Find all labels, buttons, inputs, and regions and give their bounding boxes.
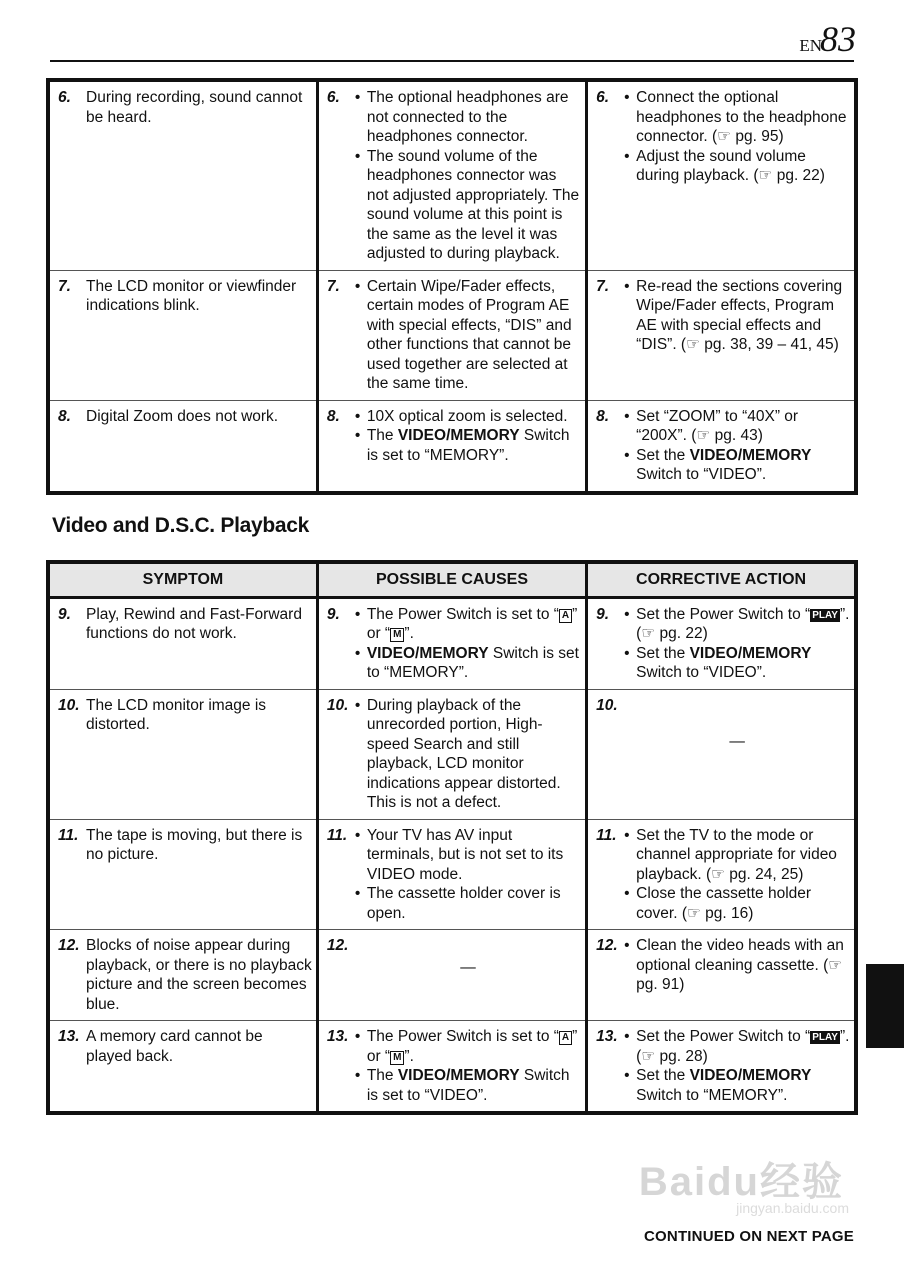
symptom-text: A memory card cannot be played back.: [86, 1028, 263, 1065]
symptom-text: Digital Zoom does not work.: [86, 407, 279, 425]
no-action-dash: —: [729, 732, 745, 750]
watermark-url: jingyan.baidu.com: [736, 1200, 849, 1216]
list-item: • The sound volume of the headphones connector was not adjusted appropriately. The sound volume at this point is the same as the level it was adjusted to during playback.: [355, 147, 581, 264]
list-item: • The optional headphones are not connected to the headphones connector.: [355, 88, 581, 147]
row-number: 11.: [58, 826, 79, 844]
list-item: • Adjust the sound volume during playback. (☞ pg. 22): [624, 147, 850, 186]
row-number: 11.: [596, 826, 617, 844]
table-row: [48, 80, 856, 270]
table-row: [48, 400, 856, 493]
row-number: 12.: [326, 937, 349, 954]
actions-list: [624, 277, 850, 355]
header-actions: CORRECTIVE ACTION: [587, 562, 856, 597]
auto-mode-icon: A: [559, 1031, 572, 1045]
list-item: • Re-read the sections covering Wipe/Fader effects, Program AE with special effects and “DIS”. (☞ pg. 38, 39 – 41, 45): [624, 277, 850, 355]
row-number: 13.: [58, 1028, 80, 1045]
table-header-row: [48, 562, 856, 597]
row-number: 9.: [326, 605, 340, 623]
row-number: 10.: [58, 696, 80, 714]
row-number: 6.: [58, 89, 71, 106]
row-number: 7.: [596, 277, 610, 295]
row-number: 9.: [596, 605, 610, 623]
row-number: 8.: [596, 407, 610, 425]
causes-list: [355, 696, 581, 813]
language-label: EN: [799, 36, 822, 55]
symptom-text: The LCD monitor image is distorted.: [86, 696, 267, 733]
actions-list: [624, 407, 850, 485]
row-number: 12.: [58, 937, 80, 954]
list-item: • 10X optical zoom is selected.: [355, 407, 581, 427]
causes-list: [355, 605, 581, 683]
list-item: • The VIDEO/MEMORY Switch is set to “VIDEO”.: [355, 1066, 581, 1105]
list-item: • Set the VIDEO/MEMORY Switch to “VIDEO”.: [624, 644, 850, 683]
table-row: [48, 819, 856, 930]
list-item: • During playback of the unrecorded portion, High-speed Search and still playback, LCD monitor indications appear distorted. This is not a defect.: [355, 696, 581, 813]
symptom-text: The LCD monitor or viewfinder indications blink.: [86, 277, 297, 314]
list-item: • The cassette holder cover is open.: [355, 884, 581, 923]
actions-list: [624, 1027, 850, 1105]
no-cause-dash: —: [460, 959, 476, 976]
table-row: [48, 689, 856, 819]
row-number: 7.: [58, 277, 71, 295]
header-symptom: SYMPTOM: [48, 562, 317, 597]
page-number: 83: [820, 19, 856, 59]
list-item: • Set the Power Switch to “ PLAY ”. (☞ pg. 28): [624, 1027, 850, 1066]
table-row: [48, 930, 856, 1021]
row-number: 11.: [326, 826, 348, 844]
row-number: 12.: [596, 937, 618, 954]
actions-list: [624, 88, 850, 186]
actions-list: [624, 936, 850, 995]
row-number: 9.: [58, 605, 71, 623]
list-item: • The VIDEO/MEMORY Switch is set to “MEMORY”.: [355, 426, 581, 465]
table-row: [48, 1021, 856, 1114]
row-number: 10.: [596, 696, 618, 714]
manual-mode-icon: M: [390, 1051, 404, 1065]
list-item: • Set “ZOOM” to “40X” or “200X”. (☞ pg. 43): [624, 407, 850, 446]
symptom-text: Blocks of noise appear during playback, or there is no playback picture and the screen becomes blue.: [86, 937, 312, 1013]
actions-list: [624, 605, 850, 683]
auto-mode-icon: A: [559, 609, 572, 623]
list-item: • Set the Power Switch to “ PLAY ”. (☞ pg. 22): [624, 605, 850, 644]
page-header: [0, 0, 904, 80]
continued-label: CONTINUED ON NEXT PAGE: [644, 1228, 854, 1245]
row-number: 6.: [596, 89, 610, 106]
row-number: 10.: [326, 696, 349, 714]
list-item: • Set the VIDEO/MEMORY Switch to “MEMORY”.: [624, 1066, 850, 1105]
header-causes: POSSIBLE CAUSES: [317, 562, 586, 597]
row-number: 13.: [596, 1028, 618, 1045]
table-row: [48, 270, 856, 400]
causes-list: [355, 88, 581, 264]
manual-mode-icon: M: [390, 628, 404, 642]
list-item: • Connect the optional headphones to the headphone connector. (☞ pg. 95): [624, 88, 850, 147]
list-item: • Your TV has AV input terminals, but is not set to its VIDEO mode.: [355, 826, 581, 885]
symptom-text: The tape is moving, but there is no picture.: [86, 826, 303, 863]
header-rule: [50, 60, 854, 62]
list-item: • Set the VIDEO/MEMORY Switch to “VIDEO”.: [624, 446, 850, 485]
play-mode-icon: PLAY: [812, 1032, 838, 1043]
row-number: 8.: [326, 407, 340, 425]
symptom-text: During recording, sound cannot be heard.: [86, 89, 303, 126]
causes-list: [355, 407, 581, 466]
list-item: • The Power Switch is set to “ A ” or “ M ”.: [355, 605, 581, 644]
play-mode-icon: PLAY: [812, 609, 838, 621]
row-number: 13.: [326, 1028, 349, 1045]
list-item: • Set the TV to the mode or channel appropriate for video playback. (☞ pg. 24, 25): [624, 826, 850, 885]
causes-list: [355, 1027, 581, 1105]
list-item: • VIDEO/MEMORY Switch is set to “MEMORY”.: [355, 644, 581, 683]
list-item: • Close the cassette holder cover. (☞ pg. 16): [624, 884, 850, 923]
section-thumb-tab: [866, 964, 904, 1048]
list-item: • Clean the video heads with an optional cleaning cassette. (☞ pg. 91): [624, 936, 850, 995]
watermark-logo: Baidu经验: [638, 1160, 844, 1204]
list-item: • Certain Wipe/Fader effects, certain modes of Program AE with special effects, “DIS” and other functions that cannot be used together are selected at the same time.: [355, 277, 581, 394]
list-item: • The Power Switch is set to “ A ” or “ M ”.: [355, 1027, 581, 1066]
troubleshooting-table-recording: [46, 78, 858, 495]
row-number: 8.: [58, 407, 71, 425]
row-number: 6.: [326, 89, 340, 106]
actions-list: [624, 826, 850, 924]
troubleshooting-table-playback: [46, 560, 858, 1115]
section-title: Video and D.S.C. Playback: [52, 514, 310, 537]
causes-list: [355, 826, 581, 924]
causes-list: [355, 277, 581, 394]
table-row: [48, 597, 856, 689]
row-number: 7.: [326, 277, 340, 295]
symptom-text: Play, Rewind and Fast-Forward functions do not work.: [86, 605, 302, 642]
